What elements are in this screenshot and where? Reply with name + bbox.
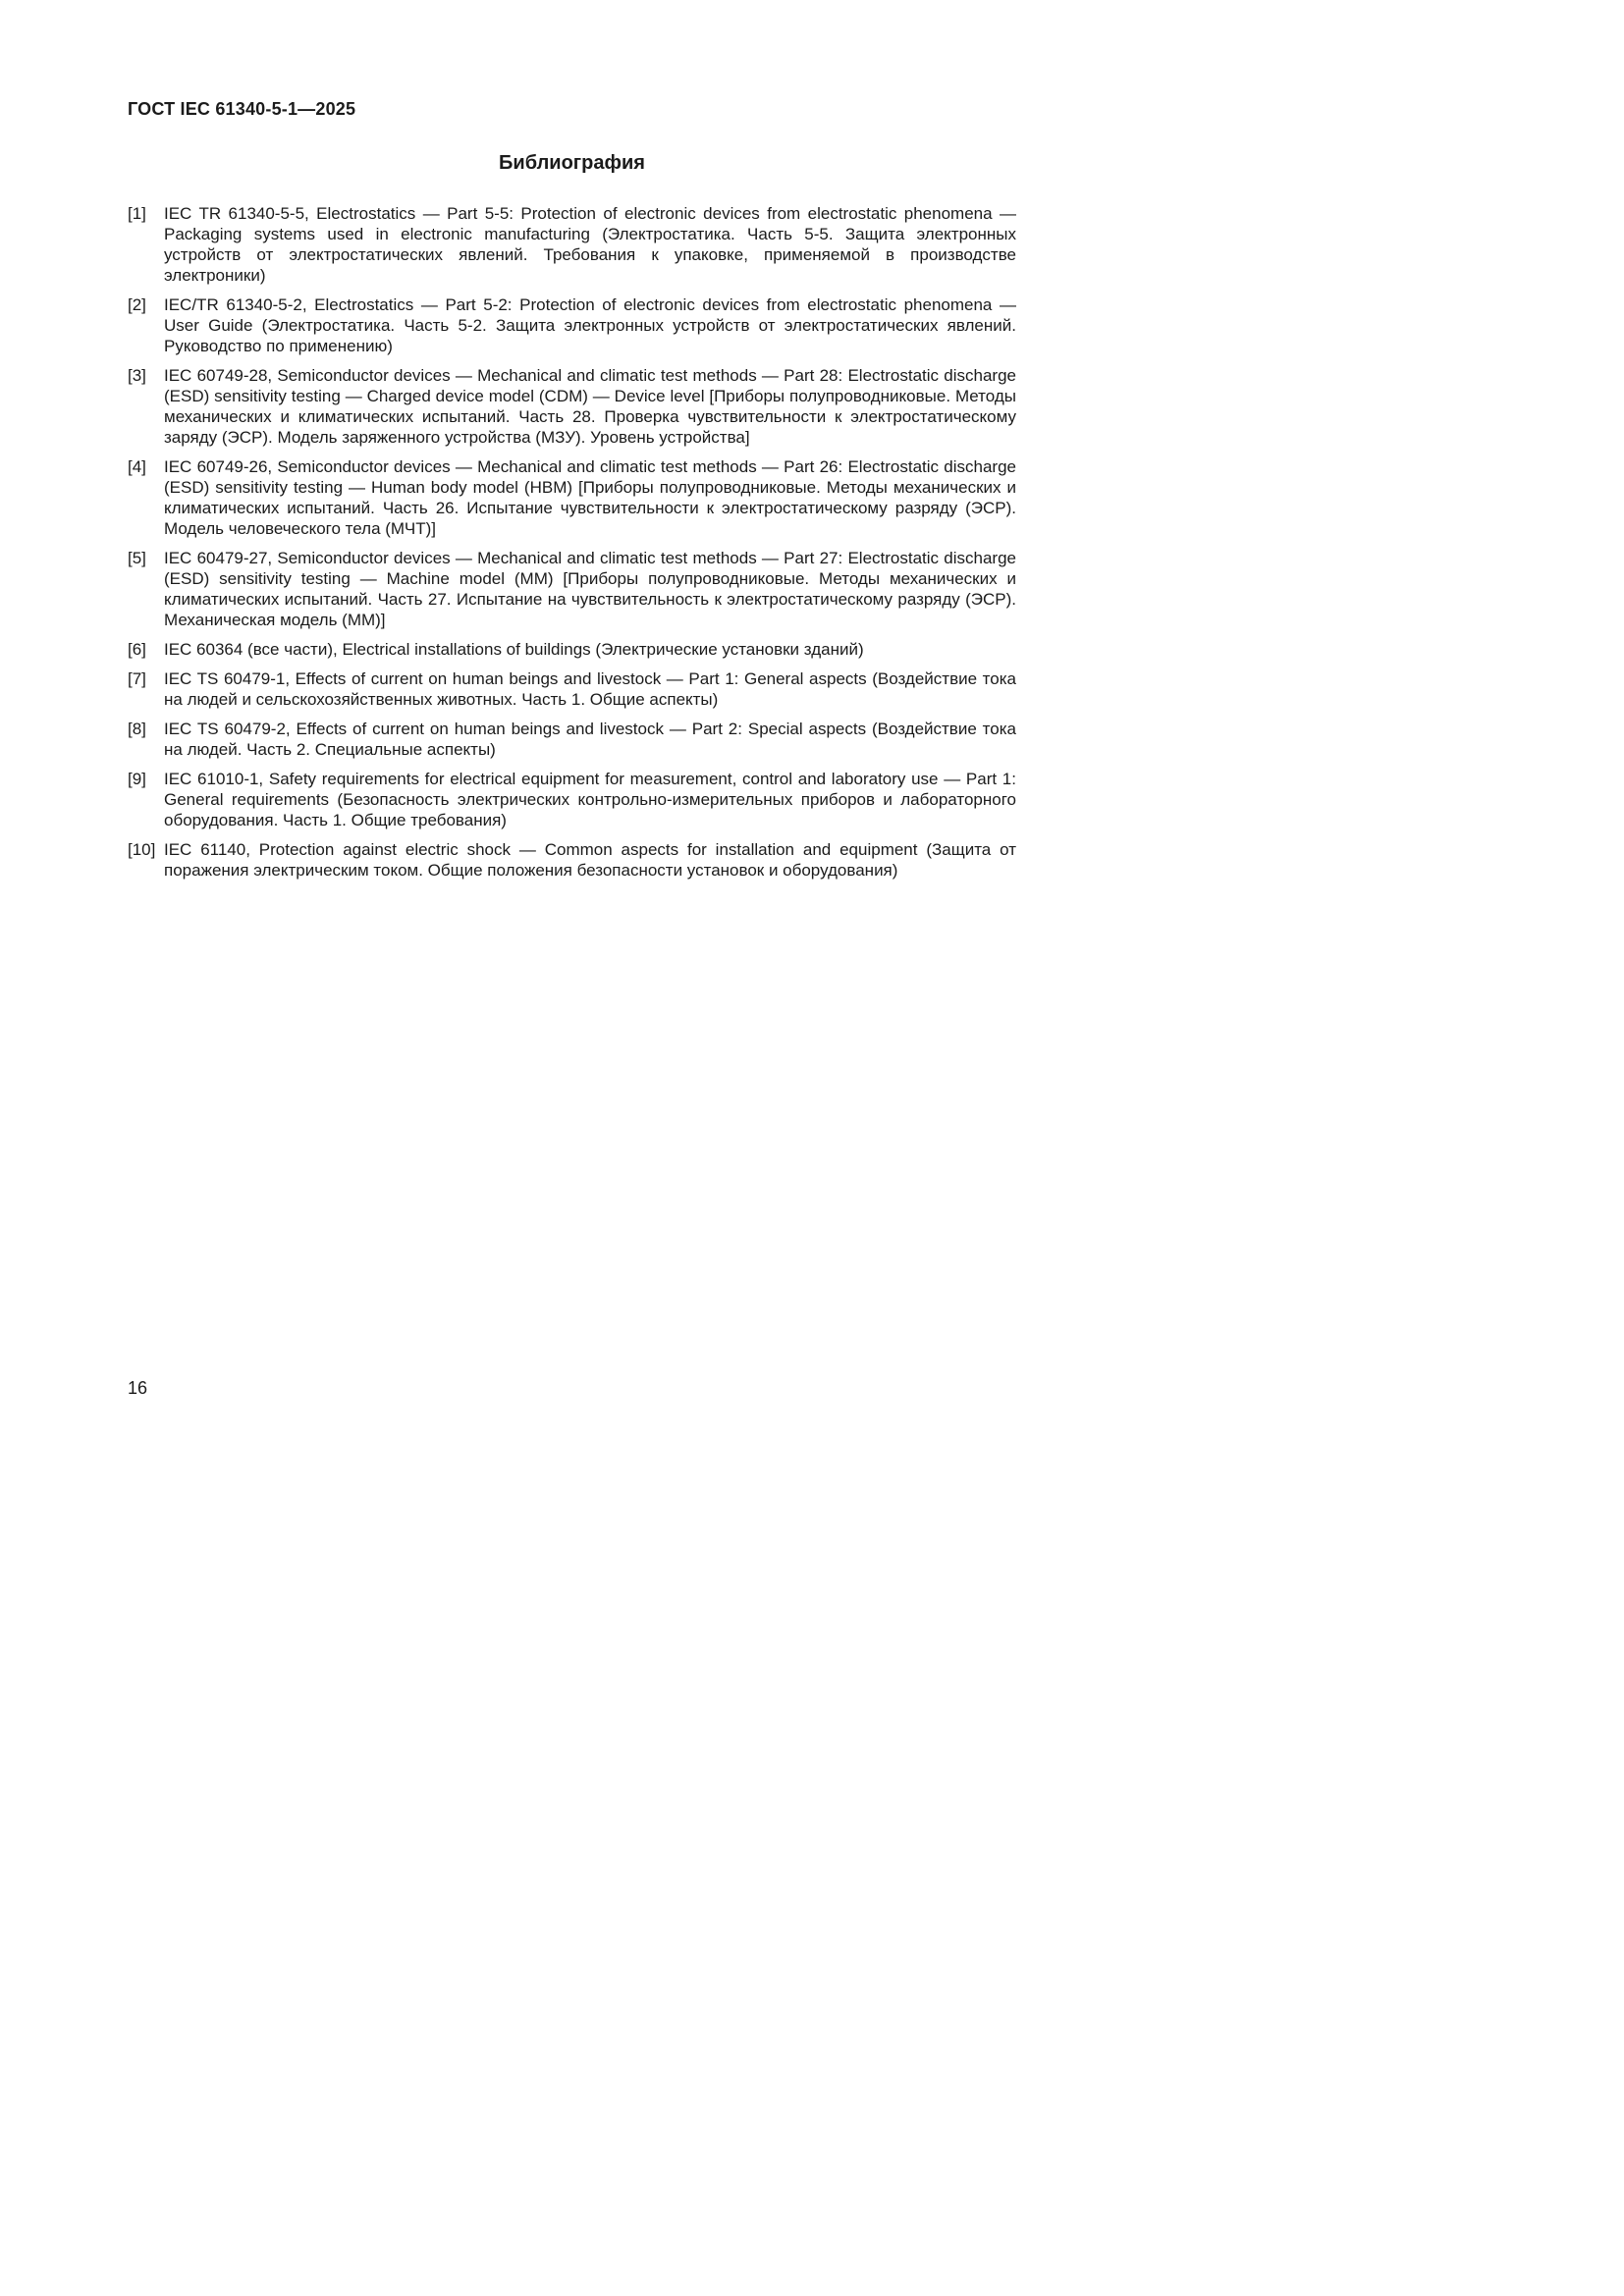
reference-number: [4]: [128, 457, 146, 476]
reference-item: [128, 769, 1016, 830]
reference-text: IEC TS 60479-1, Effects of current on human beings and livestock — Part 1: General aspects (Воздействие тока на людей и сельскохозяйственных животных. Часть 1. Общие аспекты): [164, 669, 1016, 709]
document-header: ГОСТ IEC 61340-5-1—2025: [128, 99, 356, 119]
reference-item: [128, 294, 1016, 356]
reference-number: [9]: [128, 770, 146, 788]
page-title: Библиография: [499, 152, 645, 174]
reference-text: IEC 61010-1, Safety requirements for electrical equipment for measurement, control and laboratory use — Part 1: General requirements (Безопасность электрических контрольно-измерительных приборов и лабораторного оборудования. Часть 1. Общие требования): [164, 770, 1016, 829]
reference-text: IEC 60479-27, Semiconductor devices — Mechanical and climatic test methods — Part 27: Electrostatic discharge (ESD) sensitivity testing — Machine model (MM) [Приборы полупроводниковые. Методы механических и климатических испытаний. Часть 27. Испытание на чувствительность к электростатическому разряду (ЭСР). Механическая модель (ММ)]: [164, 549, 1016, 629]
reference-number: [1]: [128, 204, 146, 223]
reference-item: [128, 548, 1016, 630]
reference-number: [10]: [128, 840, 156, 859]
reference-number: [5]: [128, 549, 146, 567]
reference-text: IEC 61140, Protection against electric shock — Common aspects for installation and equipment (Защита от поражения электрическим током. Общие положения безопасности установок и оборудования): [164, 840, 1016, 880]
reference-text: IEC 60749-26, Semiconductor devices — Mechanical and climatic test methods — Part 26: Electrostatic discharge (ESD) sensitivity testing — Human body model (HBM) [Приборы полупроводниковые. Методы механических и климатических испытаний. Часть 26. Испытание чувствительности к электростатическому разряду (ЭСР). Модель человеческого тела (МЧТ)]: [164, 457, 1016, 538]
reference-item: [128, 456, 1016, 539]
reference-list: [128, 203, 1016, 881]
reference-text: IEC TR 61340-5-5, Electrostatics — Part 5-5: Protection of electronic devices from electrostatic phenomena — Packaging systems used in electronic manufacturing (Электростатика. Часть 5-5. Защита электронных устройств от электростатических явлений. Требования к упаковке, применяемой в производстве электроники): [164, 204, 1016, 285]
reference-item: [128, 639, 1016, 660]
reference-text: IEC/TR 61340-5-2, Electrostatics — Part 5-2: Protection of electronic devices from electrostatic phenomena — User Guide (Электростатика. Часть 5-2. Защита электронных устройств от электростатических явлений. Руководство по применению): [164, 295, 1016, 355]
reference-text: IEC 60364 (все части), Electrical installations of buildings (Электрические установки зданий): [164, 640, 864, 659]
reference-item: [128, 365, 1016, 448]
reference-item: [128, 203, 1016, 286]
reference-number: [6]: [128, 640, 146, 659]
reference-number: [3]: [128, 366, 146, 385]
reference-number: [7]: [128, 669, 146, 688]
reference-item: [128, 719, 1016, 760]
reference-item: [128, 839, 1016, 881]
reference-item: [128, 668, 1016, 710]
reference-text: IEC TS 60479-2, Effects of current on human beings and livestock — Part 2: Special aspects (Воздействие тока на людей. Часть 2. Специальные аспекты): [164, 720, 1016, 759]
reference-text: IEC 60749-28, Semiconductor devices — Mechanical and climatic test methods — Part 28: Electrostatic discharge (ESD) sensitivity testing — Charged device model (CDM) — Device level [Приборы полупроводниковые. Методы механических и климатических испытаний. Часть 28. Проверка чувствительности к электростатическому заряду (ЭСР). Модель заряженного устройства (МЗУ). Уровень устройства]: [164, 366, 1016, 447]
page-number: 16: [128, 1378, 148, 1398]
reference-number: [2]: [128, 295, 146, 314]
reference-number: [8]: [128, 720, 146, 738]
